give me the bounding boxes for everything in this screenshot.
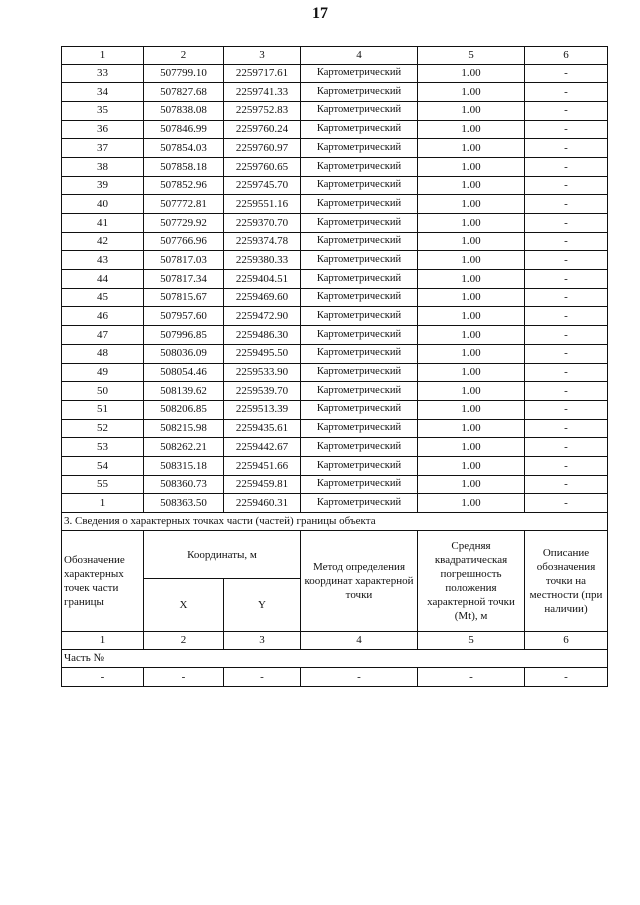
method-cell: Картометрический xyxy=(301,382,418,401)
mt-value-cell: 1.00 xyxy=(418,438,525,457)
col-number: 2 xyxy=(144,632,224,650)
x-coordinate-cell: 508054.46 xyxy=(144,363,224,382)
description-cell: - xyxy=(525,363,608,382)
mt-value-cell: 1.00 xyxy=(418,270,525,289)
description-cell: - xyxy=(525,288,608,307)
mt-value-cell: 1.00 xyxy=(418,214,525,233)
description-cell: - xyxy=(525,214,608,233)
mt-value-cell: 1.00 xyxy=(418,64,525,83)
point-number-cell: 44 xyxy=(62,270,144,289)
y-coordinate-cell: 2259374.78 xyxy=(224,232,301,251)
method-cell: Картометрический xyxy=(301,475,418,494)
header-x: X xyxy=(144,579,224,632)
section-3-header-row xyxy=(62,531,608,579)
x-coordinate-cell: 508363.50 xyxy=(144,494,224,513)
table-row xyxy=(62,176,608,195)
header-point-designation: Обозначение характерных точек части границы xyxy=(62,531,144,632)
description-cell: - xyxy=(525,475,608,494)
col-number: 2 xyxy=(144,47,224,65)
x-coordinate-cell: 508206.85 xyxy=(144,400,224,419)
col-number: 5 xyxy=(418,47,525,65)
mt-value-cell: 1.00 xyxy=(418,382,525,401)
x-coordinate-cell: 508215.98 xyxy=(144,419,224,438)
y-coordinate-cell: 2259472.90 xyxy=(224,307,301,326)
method-cell: Картометрический xyxy=(301,288,418,307)
points-table xyxy=(61,46,608,687)
description-cell: - xyxy=(525,251,608,270)
page-number: 17 xyxy=(312,5,328,22)
description-cell: - xyxy=(525,400,608,419)
method-cell: Картометрический xyxy=(301,270,418,289)
table-row xyxy=(62,157,608,176)
table-row xyxy=(62,251,608,270)
y-coordinate-cell: 2259752.83 xyxy=(224,101,301,120)
point-number-cell: 39 xyxy=(62,176,144,195)
point-number-cell: 55 xyxy=(62,475,144,494)
point-number-cell: 45 xyxy=(62,288,144,307)
mt-value-cell: 1.00 xyxy=(418,344,525,363)
x-coordinate-cell: 507996.85 xyxy=(144,326,224,345)
method-cell: Картометрический xyxy=(301,456,418,475)
method-cell: Картометрический xyxy=(301,64,418,83)
x-coordinate-cell: 507957.60 xyxy=(144,307,224,326)
description-cell: - xyxy=(525,382,608,401)
method-cell: Картометрический xyxy=(301,232,418,251)
point-number-cell: 51 xyxy=(62,400,144,419)
method-cell: Картометрический xyxy=(301,363,418,382)
header-method: Метод определения координат характерной точки xyxy=(301,531,418,632)
method-cell: Картометрический xyxy=(301,307,418,326)
mt-value-cell: 1.00 xyxy=(418,363,525,382)
y-coordinate-cell: 2259459.81 xyxy=(224,475,301,494)
description-cell: - xyxy=(525,195,608,214)
empty-cell: - xyxy=(224,668,301,687)
y-coordinate-cell: 2259513.39 xyxy=(224,400,301,419)
mt-value-cell: 1.00 xyxy=(418,251,525,270)
x-coordinate-cell: 507799.10 xyxy=(144,64,224,83)
x-coordinate-cell: 507729.92 xyxy=(144,214,224,233)
table-row xyxy=(62,494,608,513)
y-coordinate-cell: 2259741.33 xyxy=(224,83,301,102)
table-row xyxy=(62,419,608,438)
x-coordinate-cell: 507772.81 xyxy=(144,195,224,214)
method-cell: Картометрический xyxy=(301,101,418,120)
point-number-cell: 35 xyxy=(62,101,144,120)
column-number-row xyxy=(62,47,608,65)
point-number-cell: 1 xyxy=(62,494,144,513)
description-cell: - xyxy=(525,270,608,289)
header-mt: Средняя квадратическая погрешность положения характерной точки (Mt), м xyxy=(418,531,525,632)
point-number-cell: 53 xyxy=(62,438,144,457)
mt-value-cell: 1.00 xyxy=(418,139,525,158)
table-row xyxy=(62,232,608,251)
description-cell: - xyxy=(525,419,608,438)
table-row xyxy=(62,307,608,326)
y-coordinate-cell: 2259451.66 xyxy=(224,456,301,475)
table-row xyxy=(62,214,608,233)
header-coordinates: Координаты, м xyxy=(144,531,301,579)
x-coordinate-cell: 508036.09 xyxy=(144,344,224,363)
col-number: 1 xyxy=(62,47,144,65)
description-cell: - xyxy=(525,120,608,139)
method-cell: Картометрический xyxy=(301,176,418,195)
description-cell: - xyxy=(525,176,608,195)
y-coordinate-cell: 2259435.61 xyxy=(224,419,301,438)
point-number-cell: 36 xyxy=(62,120,144,139)
point-number-cell: 47 xyxy=(62,326,144,345)
point-number-cell: 49 xyxy=(62,363,144,382)
point-number-cell: 48 xyxy=(62,344,144,363)
point-number-cell: 38 xyxy=(62,157,144,176)
description-cell: - xyxy=(525,307,608,326)
method-cell: Картометрический xyxy=(301,83,418,102)
method-cell: Картометрический xyxy=(301,214,418,233)
method-cell: Картометрический xyxy=(301,157,418,176)
method-cell: Картометрический xyxy=(301,251,418,270)
description-cell: - xyxy=(525,344,608,363)
description-cell: - xyxy=(525,232,608,251)
col-number: 3 xyxy=(224,47,301,65)
point-number-cell: 33 xyxy=(62,64,144,83)
x-coordinate-cell: 507858.18 xyxy=(144,157,224,176)
y-coordinate-cell: 2259460.31 xyxy=(224,494,301,513)
x-coordinate-cell: 507852.96 xyxy=(144,176,224,195)
y-coordinate-cell: 2259370.70 xyxy=(224,214,301,233)
col-number: 4 xyxy=(301,47,418,65)
y-coordinate-cell: 2259442.67 xyxy=(224,438,301,457)
header-description: Описание обозначения точки на местности (при наличии) xyxy=(525,531,608,632)
part-label: Часть № xyxy=(62,649,608,668)
point-number-cell: 34 xyxy=(62,83,144,102)
y-coordinate-cell: 2259539.70 xyxy=(224,382,301,401)
mt-value-cell: 1.00 xyxy=(418,494,525,513)
description-cell: - xyxy=(525,438,608,457)
part-row xyxy=(62,649,608,668)
mt-value-cell: 1.00 xyxy=(418,475,525,494)
empty-cell: - xyxy=(525,668,608,687)
point-number-cell: 46 xyxy=(62,307,144,326)
x-coordinate-cell: 508139.62 xyxy=(144,382,224,401)
point-number-cell: 52 xyxy=(62,419,144,438)
point-number-cell: 37 xyxy=(62,139,144,158)
table-row xyxy=(62,438,608,457)
section-3-column-number-row xyxy=(62,632,608,650)
table-row xyxy=(62,195,608,214)
method-cell: Картометрический xyxy=(301,419,418,438)
y-coordinate-cell: 2259717.61 xyxy=(224,64,301,83)
mt-value-cell: 1.00 xyxy=(418,419,525,438)
description-cell: - xyxy=(525,326,608,345)
description-cell: - xyxy=(525,139,608,158)
table-row xyxy=(62,288,608,307)
y-coordinate-cell: 2259533.90 xyxy=(224,363,301,382)
empty-cell: - xyxy=(301,668,418,687)
point-number-cell: 41 xyxy=(62,214,144,233)
table-row xyxy=(62,475,608,494)
method-cell: Картометрический xyxy=(301,400,418,419)
method-cell: Картометрический xyxy=(301,120,418,139)
col-number: 4 xyxy=(301,632,418,650)
table-row xyxy=(62,270,608,289)
mt-value-cell: 1.00 xyxy=(418,326,525,345)
method-cell: Картометрический xyxy=(301,139,418,158)
description-cell: - xyxy=(525,456,608,475)
description-cell: - xyxy=(525,64,608,83)
table-row xyxy=(62,326,608,345)
y-coordinate-cell: 2259745.70 xyxy=(224,176,301,195)
x-coordinate-cell: 508360.73 xyxy=(144,475,224,494)
col-number: 6 xyxy=(525,47,608,65)
table-row xyxy=(62,101,608,120)
y-coordinate-cell: 2259760.24 xyxy=(224,120,301,139)
y-coordinate-cell: 2259380.33 xyxy=(224,251,301,270)
method-cell: Картометрический xyxy=(301,326,418,345)
mt-value-cell: 1.00 xyxy=(418,120,525,139)
point-number-cell: 43 xyxy=(62,251,144,270)
y-coordinate-cell: 2259760.65 xyxy=(224,157,301,176)
method-cell: Картометрический xyxy=(301,494,418,513)
point-number-cell: 40 xyxy=(62,195,144,214)
section-3-row xyxy=(62,513,608,531)
table-row xyxy=(62,400,608,419)
mt-value-cell: 1.00 xyxy=(418,101,525,120)
y-coordinate-cell: 2259486.30 xyxy=(224,326,301,345)
mt-value-cell: 1.00 xyxy=(418,456,525,475)
empty-point-row xyxy=(62,668,608,687)
point-number-cell: 54 xyxy=(62,456,144,475)
mt-value-cell: 1.00 xyxy=(418,400,525,419)
x-coordinate-cell: 507838.08 xyxy=(144,101,224,120)
x-coordinate-cell: 507846.99 xyxy=(144,120,224,139)
method-cell: Картометрический xyxy=(301,195,418,214)
x-coordinate-cell: 507817.34 xyxy=(144,270,224,289)
col-number: 1 xyxy=(62,632,144,650)
y-coordinate-cell: 2259469.60 xyxy=(224,288,301,307)
description-cell: - xyxy=(525,83,608,102)
mt-value-cell: 1.00 xyxy=(418,307,525,326)
table-row xyxy=(62,382,608,401)
table-row xyxy=(62,344,608,363)
description-cell: - xyxy=(525,494,608,513)
table-row xyxy=(62,83,608,102)
header-y: Y xyxy=(224,579,301,632)
point-number-cell: 42 xyxy=(62,232,144,251)
y-coordinate-cell: 2259551.16 xyxy=(224,195,301,214)
table-row xyxy=(62,139,608,158)
table-row xyxy=(62,456,608,475)
y-coordinate-cell: 2259760.97 xyxy=(224,139,301,158)
col-number: 6 xyxy=(525,632,608,650)
col-number: 5 xyxy=(418,632,525,650)
y-coordinate-cell: 2259495.50 xyxy=(224,344,301,363)
y-coordinate-cell: 2259404.51 xyxy=(224,270,301,289)
point-number-cell: 50 xyxy=(62,382,144,401)
empty-cell: - xyxy=(62,668,144,687)
x-coordinate-cell: 507817.03 xyxy=(144,251,224,270)
description-cell: - xyxy=(525,157,608,176)
mt-value-cell: 1.00 xyxy=(418,157,525,176)
mt-value-cell: 1.00 xyxy=(418,83,525,102)
x-coordinate-cell: 507766.96 xyxy=(144,232,224,251)
table-row xyxy=(62,363,608,382)
section-3-title: 3. Сведения о характерных точках части (частей) границы объекта xyxy=(62,513,608,531)
description-cell: - xyxy=(525,101,608,120)
method-cell: Картометрический xyxy=(301,438,418,457)
col-number: 3 xyxy=(224,632,301,650)
x-coordinate-cell: 507854.03 xyxy=(144,139,224,158)
mt-value-cell: 1.00 xyxy=(418,195,525,214)
mt-value-cell: 1.00 xyxy=(418,232,525,251)
method-cell: Картометрический xyxy=(301,344,418,363)
empty-cell: - xyxy=(418,668,525,687)
table-row xyxy=(62,120,608,139)
x-coordinate-cell: 508315.18 xyxy=(144,456,224,475)
mt-value-cell: 1.00 xyxy=(418,288,525,307)
mt-value-cell: 1.00 xyxy=(418,176,525,195)
table-row xyxy=(62,64,608,83)
x-coordinate-cell: 508262.21 xyxy=(144,438,224,457)
x-coordinate-cell: 507815.67 xyxy=(144,288,224,307)
x-coordinate-cell: 507827.68 xyxy=(144,83,224,102)
empty-cell: - xyxy=(144,668,224,687)
